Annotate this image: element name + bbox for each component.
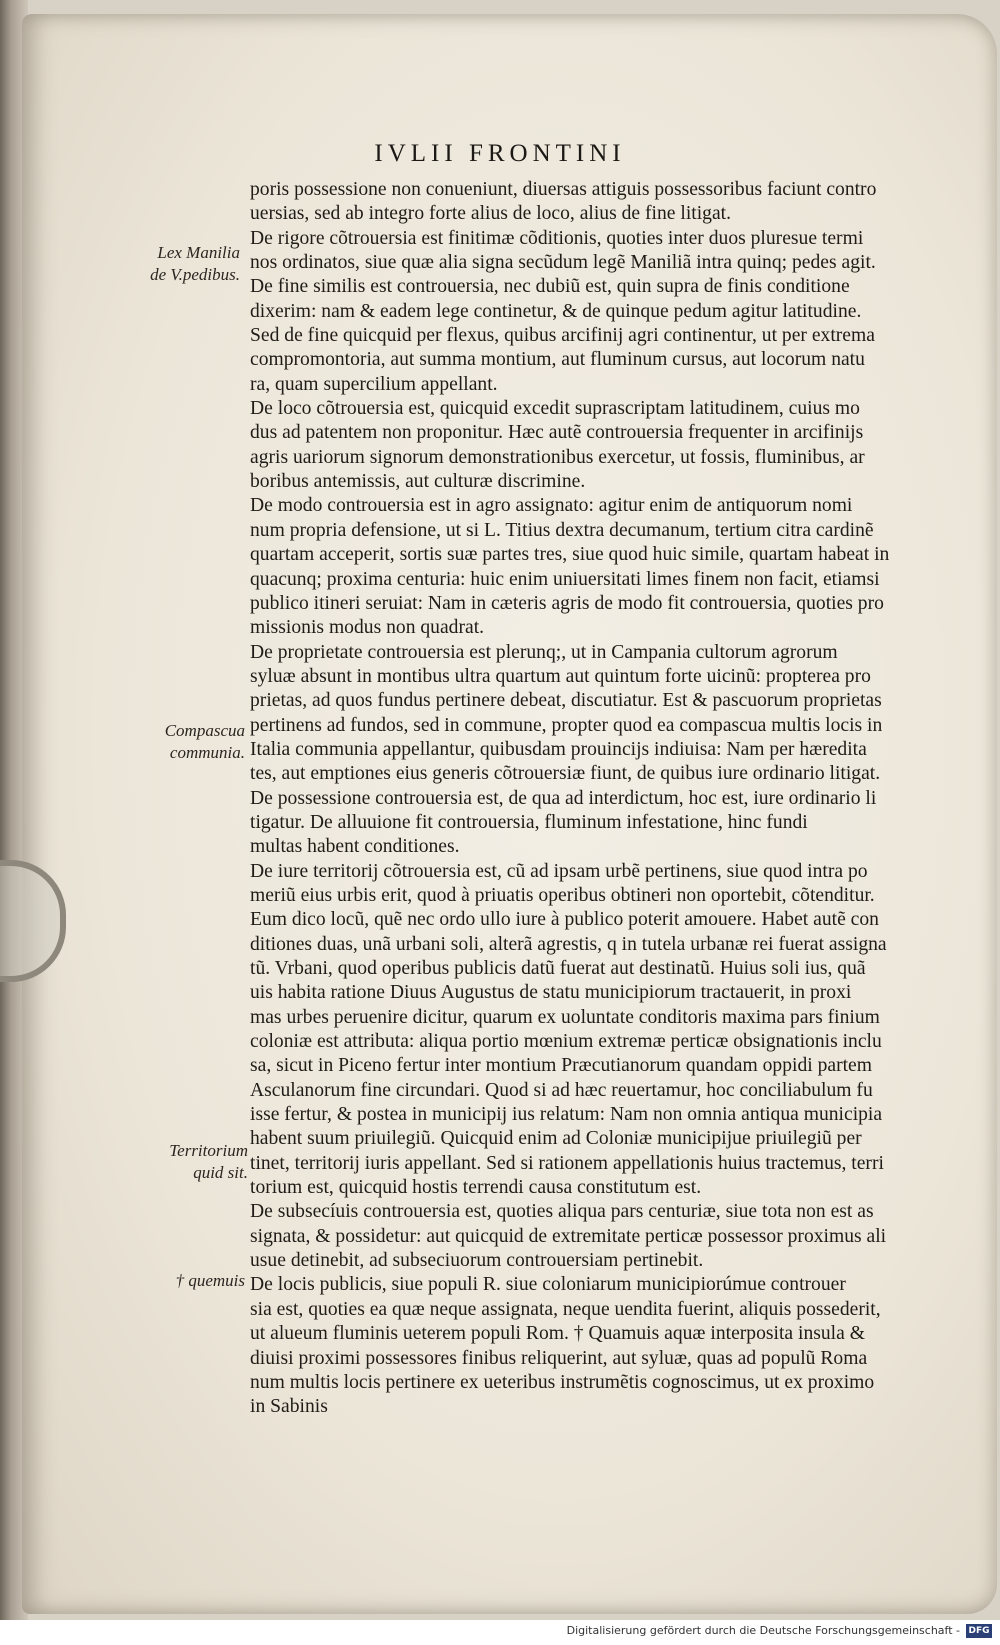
text-line: tũ. Vrbani, quod operibus publicis datũ fuerat aut destinatũ. Huius soli ius, quã <box>250 958 866 979</box>
text-line: De proprietate controuersia est plerunq;, ut in Campania cultorum agrorum <box>250 641 838 663</box>
text-line: Italia communia appellantur, quibusdam prouincijs indiuisa: Nam per hæredita <box>250 738 867 760</box>
text-line: tigatur. De alluuione fit controuersia, fluminum infestatione, hinc fundi <box>250 811 808 833</box>
margin-note-line: Compascua <box>164 721 245 740</box>
text-line: quartam acceperit, sortis suæ partes tres, siue quod huic simile, quartam habeat in <box>250 544 890 566</box>
text-line: Eum dico locũ, quẽ nec ordo ullo iure à publico poterit amouere. Habet autẽ con <box>250 909 879 931</box>
text-line: Asculanorum fine circundari. Quod si ad hæc reuertamur, hoc conciliabulum fu <box>250 1079 873 1101</box>
running-header <box>0 140 1000 168</box>
margin-note-line: Territorium <box>169 1141 248 1160</box>
text-line: boribus antemissis, aut culturæ discrimine. <box>250 471 586 493</box>
margin-note-compascua <box>150 720 245 764</box>
dfg-logo-icon: DFG <box>966 1624 992 1638</box>
text-line: habent suum priuilegiũ. Quicquid enim ad Coloniæ municipijue priuilegiũ per <box>250 1128 862 1150</box>
text-line: De locis publicis, siue populi R. siue coloniarum municipiorúmue controuer <box>250 1274 846 1296</box>
text-line: isse fertur, & postea in municipij ius relatum: Nam non omnia antiqua municipia <box>250 1104 883 1126</box>
footer-credit: Digitalisierung gefördert durch die Deutsche Forschungsgemeinschaft - <box>566 1624 960 1637</box>
text-line: De possessione controuersia est, de qua ad interdictum, hoc est, iure ordinario li <box>250 787 877 809</box>
text-line: De subsecíuis controuersia est, quoties aliqua pars centuriæ, siue tota non est as <box>250 1201 874 1223</box>
text-line: missionis modus non quadrat. <box>250 617 485 639</box>
text-line: uis habita ratione Diuus Augustus de statu municipiorum tractauerit, in proxi <box>250 982 852 1004</box>
text-line: agris uariorum signorum demonstrationibus exercetur, ut fossis, fluminibus, ar <box>250 446 865 468</box>
text-line: multas habent conditiones. <box>250 836 460 858</box>
text-line: uersias, sed ab integro forte alius de loco, alius de fine litigat. <box>250 203 731 225</box>
text-line: tinet, territorij iuris appellant. Sed si rationem appellationis huius tractemus, terri <box>250 1152 884 1174</box>
main-text-block <box>250 178 940 1420</box>
text-line: De iure territorij cõtrouersia est, cũ ad ipsam urbẽ pertinens, siue quod intra po <box>250 860 868 882</box>
text-line: De fine similis est controuersia, nec dubiũ est, quin supra de finis conditione <box>250 276 850 298</box>
text-line: syluæ absunt in montibus ultra quartum aut quintum forte uicinũ: propterea pro <box>250 665 871 687</box>
text-line: num propria defensione, ut si L. Titius dextra decumanum, tertium citra cardinẽ <box>250 519 874 541</box>
text-line: pertinens ad fundos, sed in commune, propter quod ea compascua multis locis in <box>250 714 883 736</box>
margin-note-territorium <box>150 1140 248 1184</box>
text-line: publico itineri seruiat: Nam in cæteris agris de modo fit controuersia, quoties pro <box>250 592 884 614</box>
text-line: dixerim: nam & eadem lege continetur, & de quinque pedum agitur latitudine. <box>250 300 862 322</box>
page-title: IVLII FRONTINI <box>374 140 626 167</box>
text-line: diuisi proximi possessores finibus reliquerint, aut syluæ, quas ad populũ Roma <box>250 1347 868 1369</box>
text-line: meriũ eius urbis erit, quod à priuatis operibus obtineri non oportebit, cõtenditur. <box>250 884 875 906</box>
text-line: num multis locis pertinere ex ueteribus instrumẽtis cognoscimus, ut ex proximo <box>250 1371 875 1393</box>
text-line: dus ad patentem non proponitur. Hæc autẽ controuersia frequenter in arcifinijs <box>250 422 864 444</box>
text-line: prietas, ad quos fundus pertinere debeat, discutiatur. Est & pascuorum proprietas <box>250 690 882 712</box>
margin-note-line: quid sit. <box>193 1163 248 1182</box>
margin-note-line: Lex Manilia <box>157 243 240 262</box>
text-line: sia est, quoties ea quæ neque assignata, neque uendita fuerint, aliquis possederit, <box>250 1298 881 1320</box>
text-line: De loco cõtrouersia est, quicquid excedit suprascriptam latitudinem, cuius mo <box>250 398 860 420</box>
text-line: quacunq; proxima centuria: huic enim uniuersitati limes finem non facit, etiamsi <box>250 568 880 590</box>
margin-note-line: † quemuis <box>175 1271 245 1290</box>
text-line: sa, sicut in Piceno fertur inter montium Præcutianorum quandam oppidi partem <box>250 1055 872 1077</box>
text-line: De modo controuersia est in agro assignato: agitur enim de antiquorum nomi <box>250 495 853 517</box>
text-line: poris possessione non conueniunt, diuersas attiguis possessoribus faciunt contro <box>250 179 877 200</box>
text-line: usue detinebit, ad subseciuorum controuersiam pertinebit. <box>250 1250 704 1272</box>
text-line: mas urbes peruenire dicitur, quarum ex uoluntate conditoris maxima pars finium <box>250 1006 880 1028</box>
text-line: De rigore cõtrouersia est finitimæ cõditionis, quoties inter duos pluresue termi <box>250 227 864 249</box>
text-line: nos ordinatos, siue quæ alia signa secũdum legẽ Maniliã intra quinq; pedes agit. <box>250 252 876 274</box>
text-line: torium est, quicquid hostis terrendi causa constitutum est. <box>250 1177 702 1199</box>
text-line: signata, & possidetur: aut quicquid de extremitate perticæ possessor proximus ali <box>250 1225 887 1247</box>
text-line: ra, quam supercilium appellant. <box>250 373 498 395</box>
text-line: Sed de fine quicquid per flexus, quibus arcifinij agri continentur, ut per extrema <box>250 325 875 347</box>
margin-note-line: communia. <box>169 743 245 762</box>
text-line: coloniæ est attributa: aliqua portio mœnium extremæ perticæ obsignationis inclu <box>250 1031 882 1053</box>
footer-bar <box>0 1620 1000 1645</box>
margin-note-lex-manilia <box>150 242 240 286</box>
text-line: ut alueum fluminis ueterem populi Rom. † Quamuis aquæ interposita insula & <box>250 1323 865 1345</box>
text-line: in Sabinis <box>250 1396 328 1418</box>
text-line: compromontoria, aut summa montium, aut fluminum cursus, aut locorum natu <box>250 349 865 371</box>
margin-note-quemuis <box>150 1270 245 1292</box>
text-line: ditiones duas, unã urbani soli, alterã agrestis, q in tutela urbanæ rei fuerat assigna <box>250 933 887 955</box>
margin-note-line: de V.pedibus. <box>150 265 240 284</box>
text-line: tes, aut emptiones eius generis cõtrouersiæ fiunt, de quibus iure ordinario litigat. <box>250 763 881 785</box>
